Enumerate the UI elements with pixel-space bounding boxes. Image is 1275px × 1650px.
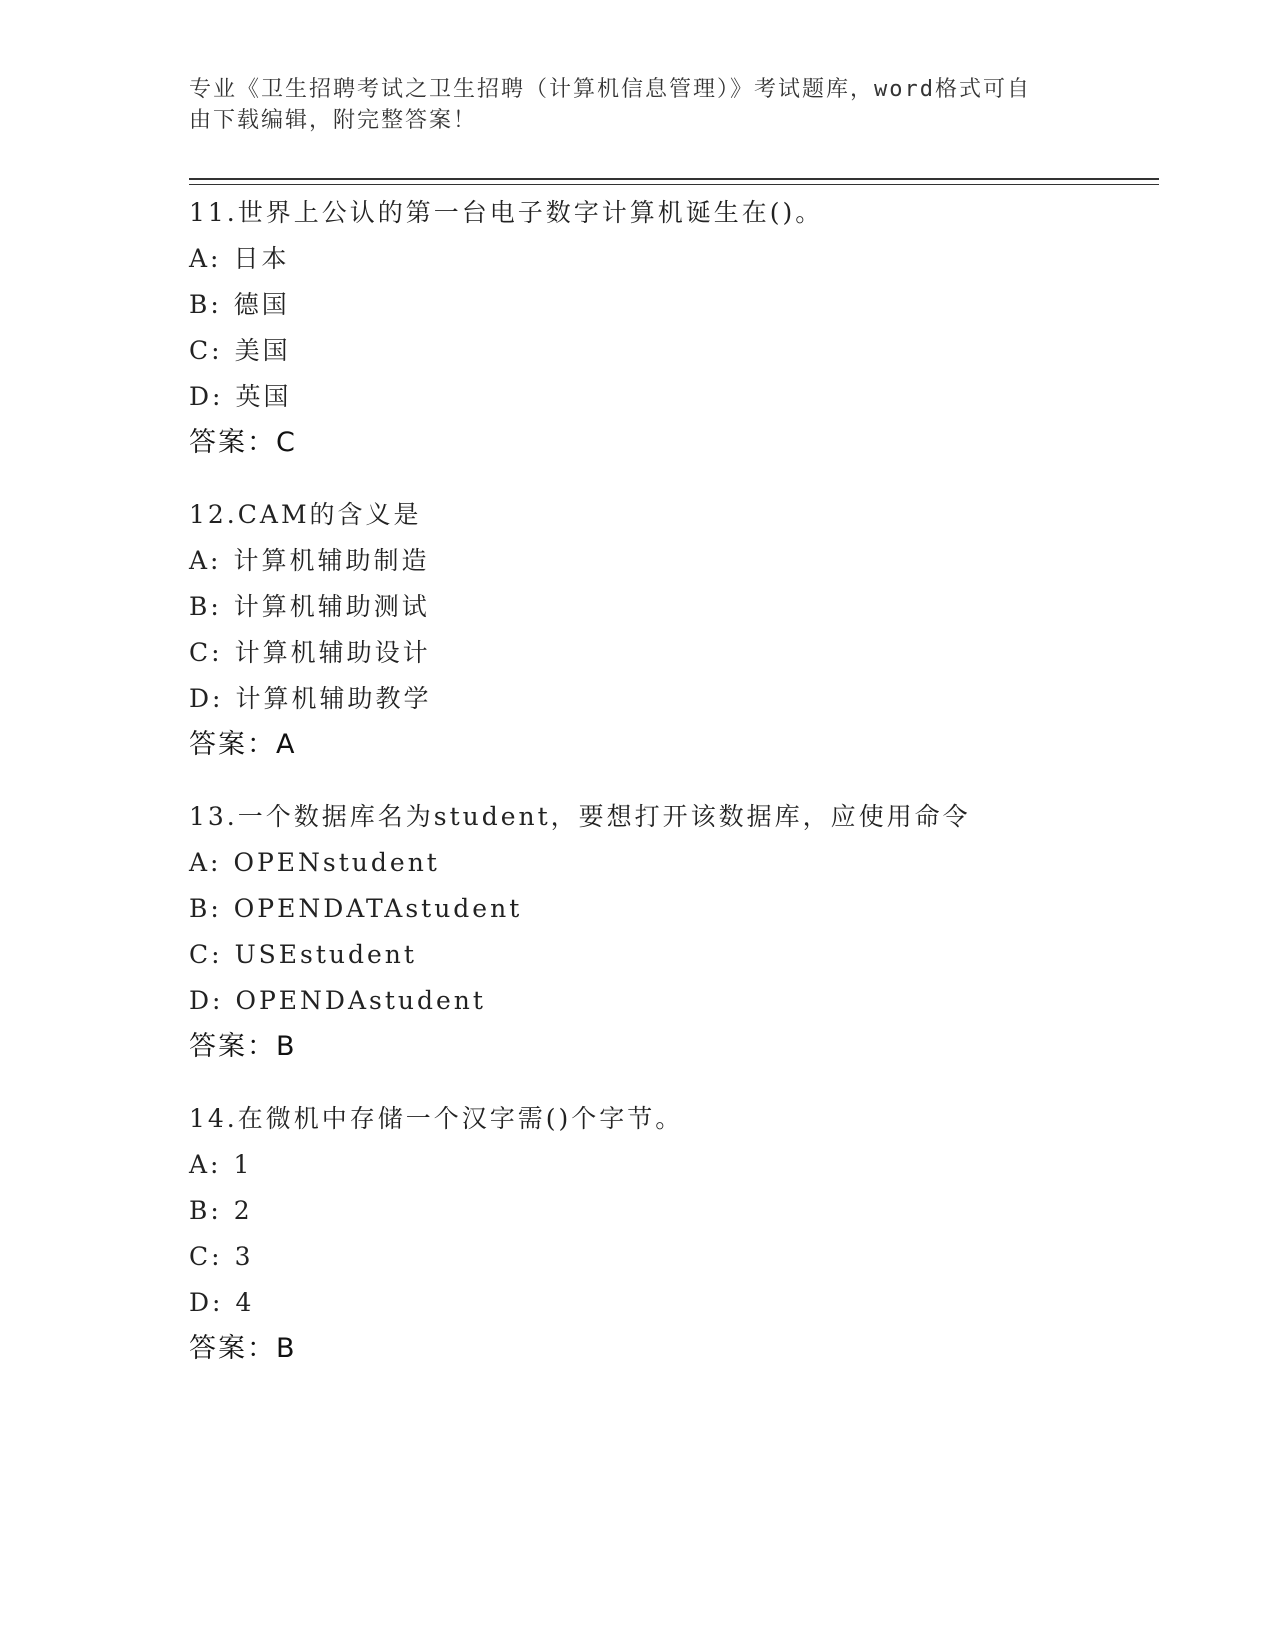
option-letter: A: <box>189 1150 222 1179</box>
option-text: 4 <box>235 1288 255 1317</box>
answer-line: 答案：B <box>189 1031 297 1062</box>
question-11 <box>189 190 1159 466</box>
option-text: 1 <box>233 1150 253 1179</box>
question-13 <box>189 794 1159 1070</box>
option-a <box>189 236 1159 282</box>
option-letter: B: <box>189 290 222 319</box>
option-text: 德国 <box>233 290 290 319</box>
question-stem: 12.CAM的含义是 <box>189 500 422 529</box>
option-letter: C: <box>189 1242 223 1271</box>
question-14 <box>189 1096 1159 1372</box>
option-letter: D: <box>189 986 224 1015</box>
option-d <box>189 978 1159 1024</box>
header-line-2: 由下载编辑，附完整答案！ <box>189 108 478 133</box>
option-letter: D: <box>189 1288 224 1317</box>
option-text: 英国 <box>235 382 292 411</box>
option-c <box>189 932 1159 978</box>
option-letter: A: <box>189 244 222 273</box>
option-text: 美国 <box>234 336 291 365</box>
option-text: 2 <box>233 1196 253 1225</box>
option-c <box>189 1234 1159 1280</box>
option-text: USEstudent <box>234 940 417 969</box>
option-letter: A: <box>189 848 222 877</box>
option-text: 计算机辅助设计 <box>234 638 431 667</box>
option-a <box>189 1142 1159 1188</box>
option-text: OPENstudent <box>233 848 440 877</box>
option-a <box>189 840 1159 886</box>
option-b <box>189 886 1159 932</box>
option-letter: D: <box>189 684 224 713</box>
option-text: 3 <box>234 1242 254 1271</box>
option-b <box>189 282 1159 328</box>
option-d <box>189 676 1159 722</box>
option-letter: D: <box>189 382 224 411</box>
option-letter: B: <box>189 894 222 923</box>
option-d <box>189 374 1159 420</box>
option-c <box>189 328 1159 374</box>
question-stem: 11.世界上公认的第一台电子数字计算机诞生在()。 <box>189 198 824 227</box>
option-letter: B: <box>189 1196 222 1225</box>
option-text: 日本 <box>233 244 290 273</box>
question-list <box>189 190 1159 1398</box>
question-stem: 13.一个数据库名为student，要想打开该数据库，应使用命令 <box>189 802 971 831</box>
header-line-1: 专业《卫生招聘考试之卫生招聘（计算机信息管理）》考试题库，word格式可自 <box>189 77 1031 102</box>
option-a <box>189 538 1159 584</box>
question-12 <box>189 492 1159 768</box>
answer-line: 答案：B <box>189 1333 297 1364</box>
option-text: 计算机辅助制造 <box>233 546 430 575</box>
option-c <box>189 630 1159 676</box>
option-letter: C: <box>189 638 223 667</box>
option-letter: B: <box>189 592 222 621</box>
answer-line: 答案：A <box>189 729 297 760</box>
option-d <box>189 1280 1159 1326</box>
option-letter: C: <box>189 940 223 969</box>
option-text: OPENDATAstudent <box>233 894 523 923</box>
question-stem: 14.在微机中存储一个汉字需()个字节。 <box>189 1104 684 1133</box>
option-b <box>189 584 1159 630</box>
option-b <box>189 1188 1159 1234</box>
header-divider-thick <box>189 178 1159 180</box>
option-letter: C: <box>189 336 223 365</box>
document-header <box>189 74 1089 136</box>
header-divider-thin <box>189 184 1159 185</box>
option-text: OPENDAstudent <box>235 986 486 1015</box>
answer-line: 答案：C <box>189 427 297 458</box>
option-text: 计算机辅助教学 <box>235 684 432 713</box>
option-text: 计算机辅助测试 <box>233 592 430 621</box>
option-letter: A: <box>189 546 222 575</box>
